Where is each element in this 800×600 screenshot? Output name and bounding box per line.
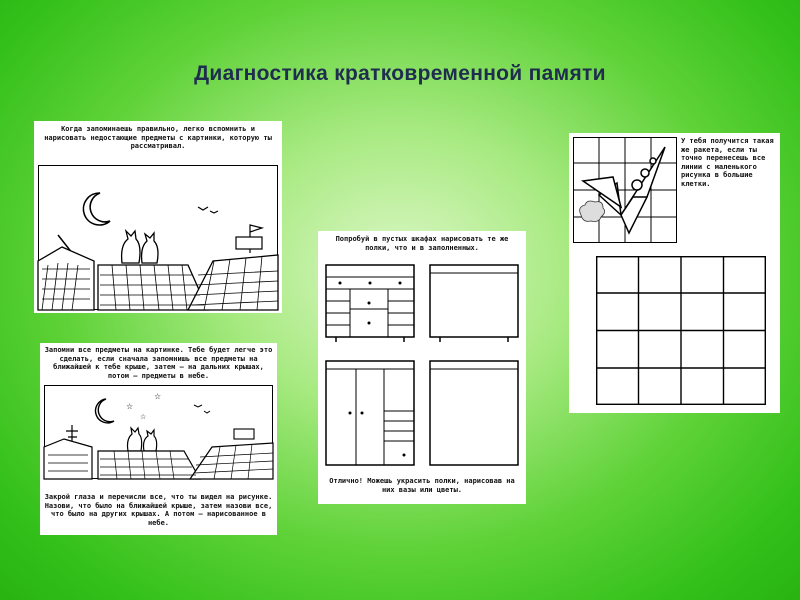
cabinet-empty-bottom [430, 361, 518, 465]
rooftops-bottom-caption-top: Запомни все предметы на картинке. Тебе будет легче это сделать, если сначала запомнишь все предметы на ближайшей к тебе крыше, затем — на дальних крышах, потом — предметы в небе. [44, 346, 273, 380]
rooftops-top-caption: Когда запоминаешь правильно, легко вспомнить и нарисовать недостающие предметы с картинки, которую ты рассматривал. [44, 125, 272, 150]
card-rocket [569, 133, 780, 413]
rooftops-bottom-illustration [44, 385, 273, 479]
cabinets-caption-bottom: Отлично! Можешь украсить полки, нарисовав на них вазы или цветы. [329, 477, 515, 494]
cabinet-filled-drawers [326, 265, 414, 342]
rooftops-top-illustration [38, 165, 278, 310]
rocket-small-grid [573, 137, 677, 243]
rocket-large-grid [596, 256, 766, 405]
card-rooftops-bottom [40, 343, 277, 535]
cabinet-empty-top [430, 265, 518, 342]
cabinets-illustration [322, 259, 522, 469]
star-icon: ☆ [154, 392, 162, 401]
cabinets-caption-top: Попробуй в пустых шкафах нарисовать те же полки, что и в заполненных. [335, 235, 509, 252]
cabinet-filled-wardrobe [326, 361, 414, 465]
star-icon: ☆ [140, 413, 147, 421]
rooftops-bottom-caption-bottom: Закрой глаза и перечисли все, что ты видел на рисунке. Назови, что было на ближайшей крыше, затем назови все, что было на других крышах. А потом — нарисованное в небе. [44, 493, 273, 527]
card-cabinets [318, 231, 526, 504]
rocket-caption: У тебя получится такая же ракета, если ты точно перенесешь все линии с маленького рисунка в большие клетки. [681, 137, 774, 188]
page-title: Диагностика кратковременной памяти [194, 62, 606, 85]
card-rooftops-top [34, 121, 282, 313]
star-icon: ☆ [126, 402, 134, 411]
